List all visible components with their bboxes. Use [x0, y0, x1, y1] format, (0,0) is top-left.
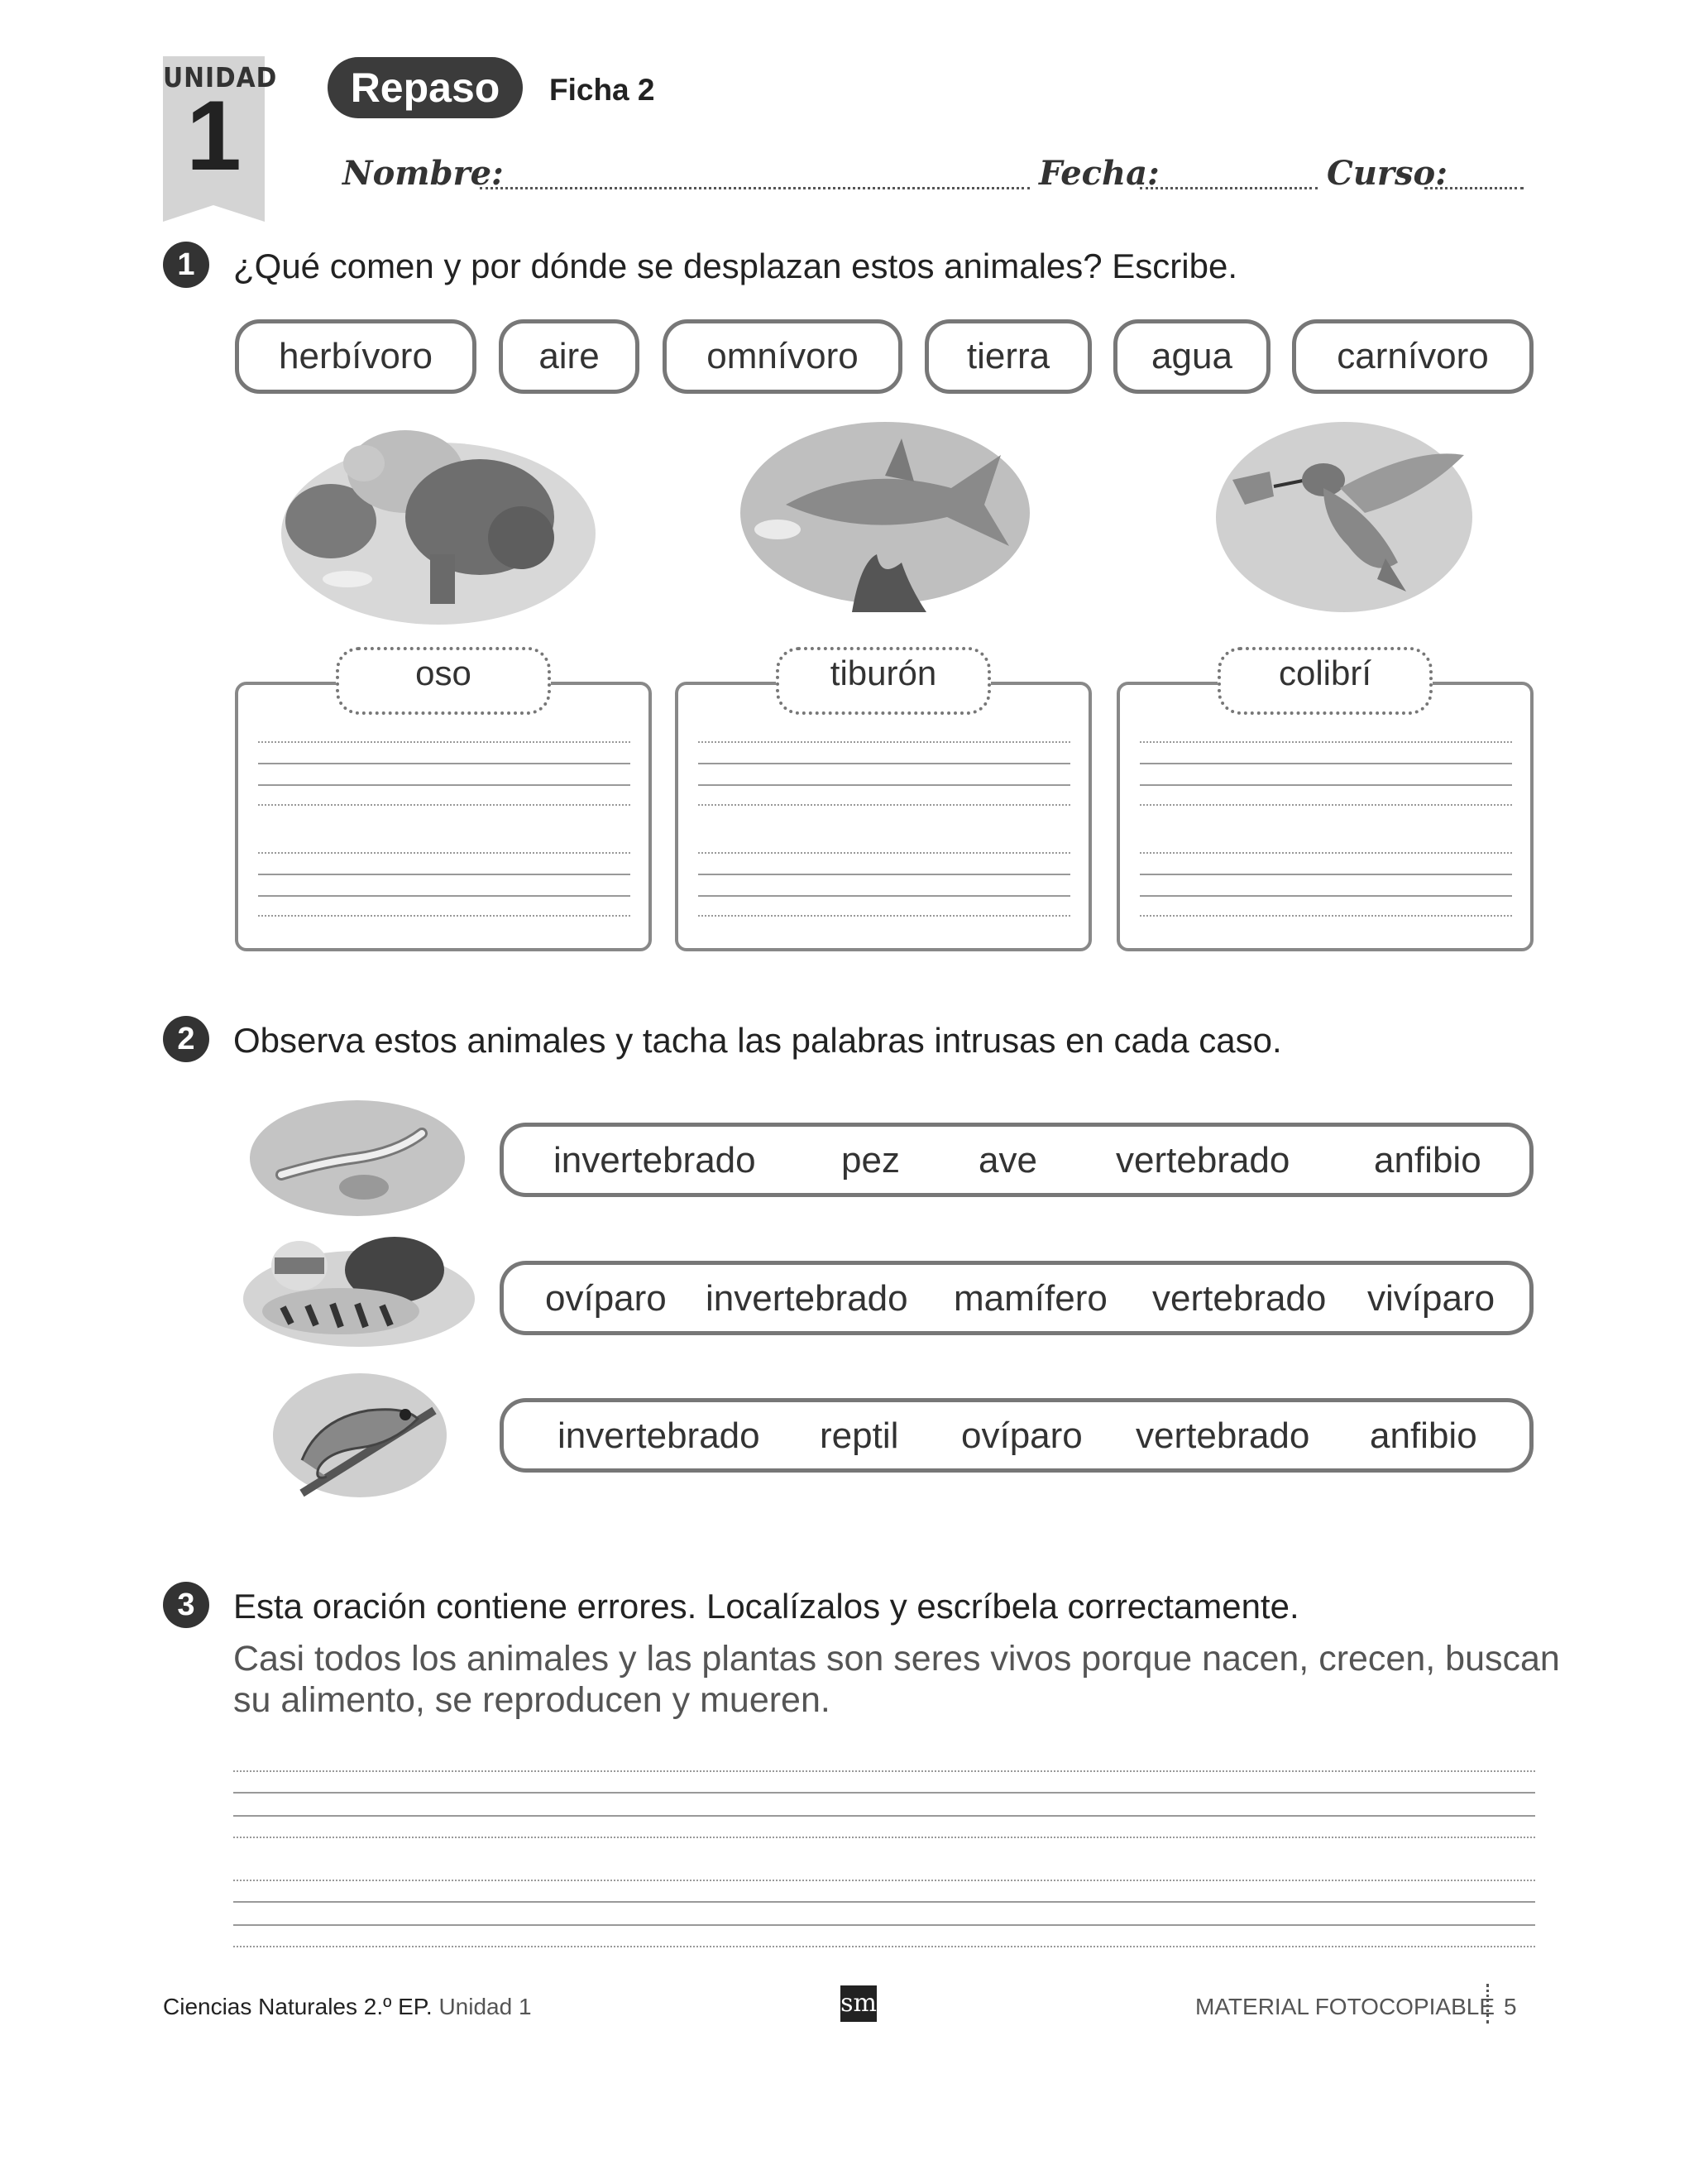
word-pill: tierra — [925, 319, 1092, 394]
name-field[interactable] — [480, 187, 1030, 189]
word-row-3 — [500, 1398, 1534, 1473]
sentence-line-2: su alimento, se reproducen y mueren. — [233, 1680, 830, 1720]
word-row-1 — [500, 1123, 1534, 1197]
word-option[interactable]: anfibio — [1374, 1140, 1481, 1181]
footer-material: MATERIAL FOTOCOPIABLE — [1195, 1994, 1495, 2019]
word-option[interactable]: ovíparo — [545, 1278, 667, 1319]
animal-label-tiburon: tiburón — [776, 647, 991, 715]
footer-unit: Unidad 1 — [438, 1994, 532, 2019]
footer-subject-text: Ciencias Naturales 2.º EP. — [163, 1994, 433, 2019]
date-field[interactable] — [1140, 187, 1318, 189]
question-3-text: Esta oración contiene errores. Localízalos y escríbela correctamente. — [233, 1587, 1299, 1626]
sheet-title: Ficha 2 — [549, 73, 655, 107]
word-pill: agua — [1113, 319, 1270, 394]
writing-lines[interactable] — [698, 852, 1070, 917]
worm-illustration — [248, 1096, 467, 1220]
course-field[interactable] — [1424, 187, 1524, 189]
word-pill: aire — [499, 319, 639, 394]
date-label: Fecha: — [1039, 154, 1160, 193]
writing-lines[interactable] — [1140, 741, 1512, 806]
repaso-badge: Repaso — [328, 57, 523, 118]
shark-illustration — [736, 414, 1034, 620]
word-option[interactable]: invertebrado — [557, 1415, 760, 1456]
word-option[interactable]: invertebrado — [553, 1140, 756, 1181]
word-option[interactable]: vertebrado — [1116, 1140, 1290, 1181]
question-1-text: ¿Qué comen y por dónde se desplazan estos animales? Escribe. — [233, 247, 1238, 285]
question-2-text: Observa estos animales y tacha las palabras intrusas en cada caso. — [233, 1021, 1282, 1060]
bear-illustration — [273, 414, 596, 629]
chameleon-illustration — [269, 1369, 451, 1502]
question-2-number: 2 — [163, 1016, 209, 1062]
course-label: Curso: — [1327, 154, 1448, 193]
publisher-logo: sm — [840, 1985, 877, 2022]
unit-label: UNIDAD — [163, 61, 278, 93]
word-option[interactable]: vivíparo — [1367, 1278, 1495, 1319]
word-option[interactable]: ovíparo — [961, 1415, 1083, 1456]
question-1-number: 1 — [163, 242, 209, 288]
footer-separator — [1486, 1984, 1489, 2024]
question-3-number: 3 — [163, 1582, 209, 1628]
word-pill: herbívoro — [235, 319, 476, 394]
writing-lines[interactable] — [258, 852, 630, 917]
page-number: 5 — [1504, 1994, 1517, 2019]
word-option[interactable]: anfibio — [1370, 1415, 1477, 1456]
word-option[interactable]: reptil — [820, 1415, 899, 1456]
animal-label-oso: oso — [336, 647, 551, 715]
hummingbird-illustration — [1208, 414, 1481, 629]
word-pill: omnívoro — [663, 319, 902, 394]
word-option[interactable]: ave — [979, 1140, 1037, 1181]
word-option[interactable]: vertebrado — [1152, 1278, 1327, 1319]
word-option[interactable]: pez — [841, 1140, 900, 1181]
footer-subject — [163, 1994, 532, 2020]
writing-lines[interactable] — [1140, 852, 1512, 917]
animal-label-colibri: colibrí — [1218, 647, 1433, 715]
writing-lines[interactable] — [233, 1770, 1535, 1838]
word-pill: carnívoro — [1292, 319, 1534, 394]
word-option[interactable]: mamífero — [954, 1278, 1108, 1319]
writing-lines[interactable] — [698, 741, 1070, 806]
tiger-illustration — [242, 1233, 477, 1348]
writing-lines[interactable] — [233, 1880, 1535, 1947]
sentence-line-1: Casi todos los animales y las plantas son seres vivos porque nacen, crecen, buscan — [233, 1639, 1560, 1679]
name-label: Nombre: — [342, 154, 504, 193]
word-option[interactable]: vertebrado — [1136, 1415, 1310, 1456]
unit-number: 1 — [186, 80, 242, 191]
word-row-2 — [500, 1261, 1534, 1335]
word-option[interactable]: invertebrado — [706, 1278, 908, 1319]
writing-lines[interactable] — [258, 741, 630, 806]
